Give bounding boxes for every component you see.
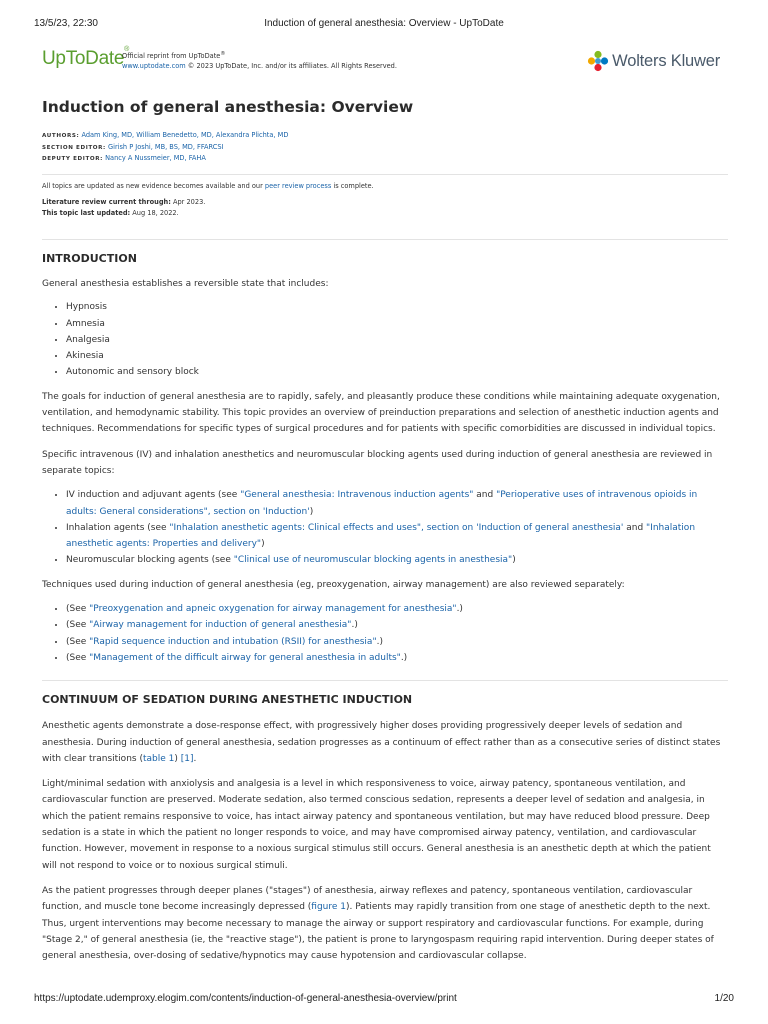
techniques-list [42,601,728,666]
continuum-paragraph-2: Light/minimal sedation with anxiolysis and analgesia is a level in which responsiveness to voice, airway patency, spontaneous ventilation, and cardiovascular function are preserved. Moderate sedation, also termed conscious sedation, represents a deeper level of sedation and analgesia, in which the patient remains responsive to voice, has intact airway patency and spontaneous ventilation, but may have reduced blood pressure. Deep sedation is a state in which the patient no longer responds to voice, and may have compromised airway patency, ventilation, and cardiovascular function. However, movement in response to a noxious surgical stimulus still occurs. General anesthesia is an anesthetic depth at which the patient will not respond to voice or to noxious surgical stimuli. [42,779,711,871]
goals-paragraph: The goals for induction of general anesthesia are to rapidly, safely, and pleasantly produce these conditions while maintaining adequate oxygenation, ventilation, and hemodynamic stability. This topic provides an overview of preinduction preparations and selection of anesthetic induction agents and techniques. Recommendations for specific types of surgical procedures and for patients with specific comorbidities are discussed in individual topics. [42,391,720,435]
print-datetime: 13/5/23, 22:30 [34,18,98,29]
wolters-kluwer-logo: Wolters Kluwer [587,48,720,74]
list-item: • Analgesia [66,332,728,348]
print-url: https://uptodate.udemproxy.elogim.com/contents/induction-of-general-anesthesia-overview/print [34,993,457,1004]
divider [42,239,728,240]
list-item: • (See "Preoxygenation and apneic oxygenation for airway management for anesthesia".) [66,601,728,617]
article-credits: AUTHORS: Adam King, MD, William Benedetto, MD, Alexandra Plichta, MD SECTION EDITOR: Girish P Joshi, MB, BS, MD, FFARCSI DEPUTY EDITOR: Nancy A Nussmeier, MD, FAHA [42,131,289,162]
figure-1-link[interactable]: figure 1 [311,902,347,913]
peer-review-link[interactable]: peer review process [264,181,332,190]
techniques-paragraph: Techniques used during induction of general anesthesia (eg, preoxygenation, airway management) are also reviewed separately: [42,579,625,590]
agents-list [42,487,728,568]
preoxygenation-link[interactable]: "Preoxygenation and apneic oxygenation for airway management for anesthesia" [89,604,457,615]
update-notice: All topics are updated as new evidence becomes available and our peer review process is complete. Literature review current through: Apr 2023. This topic last updated: Aug 18, 2022. [42,181,374,217]
divider [42,680,728,681]
list-item: • Akinesia [66,348,728,364]
list-item: • (See "Airway management for induction of general anesthesia".) [66,617,728,633]
list-item: • Neuromuscular blocking agents (see "Clinical use of neuromuscular blocking agents in anesthesia") [66,552,728,568]
print-page-title: Induction of general anesthesia: Overview - UpToDate [264,18,504,29]
article-content [42,98,728,964]
table-1-link[interactable]: table 1 [142,753,175,764]
section-heading-continuum: CONTINUUM OF SEDATION DURING ANESTHETIC INDUCTION [42,693,413,707]
list-item: • Amnesia [66,316,728,332]
page-number: 1/20 [714,993,734,1004]
inhalation-properties-link[interactable]: "Inhalation anesthetic agents: Properties and delivery" [66,522,696,550]
iv-induction-agents-link[interactable]: "General anesthesia: Intravenous induction agents" [240,490,474,501]
article-title: Induction of general anesthesia: Overview [42,98,414,116]
list-item: • Inhalation agents (see "Inhalation anesthetic agents: Clinical effects and uses", section on 'Induction of general anesthesia' and "Inhalation anesthetic agents: Properties and delivery") [66,520,728,553]
continuum-paragraph-1: Anesthetic agents demonstrate a dose-response effect, with progressively higher doses providing progressively deeper levels of sedation and anesthesia. During induction of general anesthesia, sedation progresses as a continuum of effect rather than as a consecutive series of distinct states with clear transitions (table 1) [1]. [42,721,721,764]
list-item: • Autonomic and sensory block [66,364,728,380]
continuum-paragraph-3: As the patient progresses through deeper planes ("stages") of anesthesia, airway reflexes and patency, spontaneous ventilation, cardiovascular function, and muscle tone become increasingly depressed (figure 1). Patients may rapidly transition from one stage of anesthetic depth to the next. Thus, urgent interventions may become necessary to manage the airway or support respiratory and cardiovascular functions. For example, during "Stage 2," of general anesthesia (ie, the "reactive stage"), the patient is prone to laryngospasm requiring rapid intervention. During deeper states of general anesthesia, over-dosing of sedative/hypnotics may cause hypotension and cardiovascular collapse. [42,885,714,962]
print-footer [34,993,734,1007]
uptodate-logo[interactable]: UpToDate® [42,46,129,69]
anesthesia-states-list [42,299,728,380]
specific-agents-paragraph: Specific intravenous (IV) and inhalation anesthetics and neuromuscular blocking agents used during induction of general anesthesia are reviewed in separate topics: [42,449,713,476]
uptodate-site-link[interactable]: www.uptodate.com [122,62,186,71]
list-item: • Hypnosis [66,299,728,315]
print-header [34,18,734,32]
list-item: • IV induction and adjuvant agents (see "General anesthesia: Intravenous induction agents" and "Perioperative uses of intravenous opioids in adults: General considerations", section on 'Induction') [66,487,728,520]
reprint-notice: Official reprint from UpToDate® www.uptodate.com © 2023 UpToDate, Inc. and/or its affiliates. All Rights Reserved. [122,51,397,71]
airway-management-link[interactable]: "Airway management for induction of general anesthesia" [89,620,352,631]
list-item: • (See "Management of the difficult airway for general anesthesia in adults".) [66,650,728,666]
divider [42,174,728,175]
brand-bar [42,46,720,76]
rapid-sequence-link[interactable]: "Rapid sequence induction and intubation (RSII) for anesthesia" [89,636,377,647]
deputy-editor-link[interactable]: Nancy A Nussmeier, MD, FAHA [105,154,206,162]
reference-1-link[interactable]: [1] [180,753,194,764]
authors-link[interactable]: Adam King, MD, William Benedetto, MD, Alexandra Plichta, MD [81,131,289,139]
intro-lead: General anesthesia establishes a reversible state that includes: [42,279,329,289]
iv-opioids-link[interactable]: "Perioperative uses of intravenous opioids in adults: General considerations", section on 'Induction' [66,490,698,517]
list-item: • (See "Rapid sequence induction and intubation (RSII) for anesthesia".) [66,634,728,650]
section-editor-link[interactable]: Girish P Joshi, MB, BS, MD, FFARCSI [108,142,224,151]
wolters-kluwer-mark-icon [587,50,609,72]
difficult-airway-link[interactable]: "Management of the difficult airway for general anesthesia in adults" [89,652,401,663]
inhalation-clinical-effects-link[interactable]: "Inhalation anesthetic agents: Clinical effects and uses", section on 'Induction of general anesthesia' [169,522,624,533]
neuromuscular-blocking-link[interactable]: "Clinical use of neuromuscular blocking agents in anesthesia" [233,555,513,566]
section-heading-introduction: INTRODUCTION [42,252,137,265]
